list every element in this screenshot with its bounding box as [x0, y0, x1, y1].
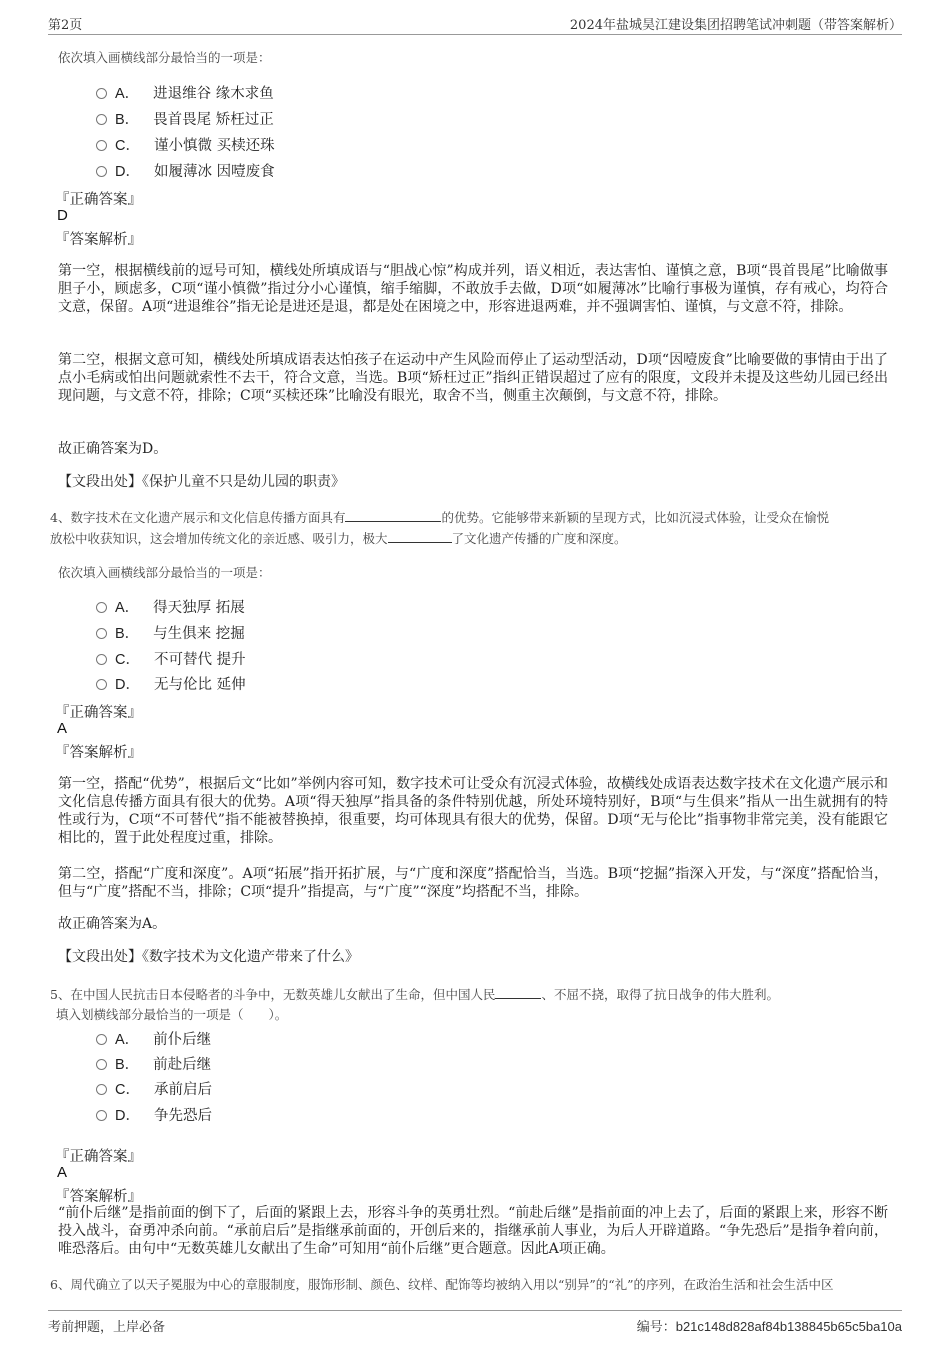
- q4-stem: 4、数字技术在文化遗产展示和文化信息传播方面具有 的优势。它能够带来新颖的呈现方式，比如沉浸式体验，让受众在愉悦 放松中收获知识，这会增加传统文化的亲近感、吸引力，极大 了文化遗产传播的广度和深度。: [50, 510, 829, 546]
- q5-stem: 5、在中国人民抗击日本侵略者的斗争中，无数英雄儿女献出了生命，但中国人民 、不屈不挠，取得了抗日战争的伟大胜利。: [50, 987, 779, 1002]
- q4-analysis-p1: 第一空，搭配“优势”，根据后文“比如”举例内容可知，数字技术可让受众有沉浸式体验，故横线处成语表达数字技术在文化遗产展示和文化信息传播方面具有很大的优势。A项“得天独厚”指具备的条件特别优越，所处环境特别好，B项“与生俱来”指从一出生就拥有的特性或行为，C项“不可替代”指不能被替换掉，很重要，均可体现具有很大的优势，保留。D项“无与伦比”指事物非常完美，没有能跟它相比的，置于此处程度过重，排除。: [58, 776, 888, 846]
- q4-analysis-p2: 第二空，搭配“广度和深度”。A项“拓展”指开拓扩展，与“广度和深度”搭配恰当，当选。B项“挖掘”指深入开发，与“深度”搭配恰当，但与“广度”搭配不当，排除；C项“提升”指提高，与“广度”“深度”均搭配不当，排除。: [58, 866, 888, 900]
- q5-option-c[interactable]: C． 承前启后: [96, 1078, 212, 1099]
- q4-answer-label: 『正确答案』: [55, 705, 142, 721]
- q3-analysis-label: 『答案解析』: [55, 232, 142, 248]
- q5-analysis: “前仆后继”是指前面的倒下了，后面的紧跟上去，形容斗争的英勇壮烈。“前赴后继”是指前面的冲上去了，后面的紧跟上来，形容不断投入战斗，奋勇冲杀向前。“承前启后”是指继承前面的，开创后来的，指继承前人事业，为后人开辟道路。“争先恐后”是指争着向前，唯恐落后。由句中“无数英雄儿女献出了生命”可知用“前仆后继”更合题意。因此A项正确。: [58, 1205, 888, 1257]
- q4-option-b[interactable]: B． 与生俱来 挖掘: [96, 622, 245, 643]
- document-title: 2024年盐城昊江建设集团招聘笔试冲刺题（带答案解析）: [569, 18, 902, 33]
- q4-analysis-label: 『答案解析』: [55, 745, 142, 761]
- q3-source: 【文段出处】《保护儿童不只是幼儿园的职责》: [58, 474, 345, 490]
- radio-icon[interactable]: [96, 166, 107, 177]
- page-header: [48, 12, 902, 35]
- blank-3: [495, 986, 541, 999]
- footer-slogan: 考前押题，上岸必备: [48, 1320, 166, 1335]
- q3-prompt: 依次填入画横线部分最恰当的一项是：: [58, 50, 271, 65]
- radio-icon[interactable]: [96, 602, 107, 613]
- q4-answer: A: [57, 720, 68, 737]
- radio-icon[interactable]: [96, 679, 107, 690]
- q4-prompt: 依次填入画横线部分最恰当的一项是：: [58, 565, 271, 580]
- q3-option-d[interactable]: D． 如履薄冰 因噎废食: [96, 160, 275, 181]
- q3-option-b[interactable]: B． 畏首畏尾 矫枉过正: [96, 108, 274, 129]
- q5-option-d[interactable]: D． 争先恐后: [96, 1104, 212, 1125]
- q5-analysis-label: 『答案解析』: [55, 1189, 142, 1205]
- q4-source: 【文段出处】《数字技术为文化遗产带来了什么》: [58, 949, 359, 965]
- q5-answer-label: 『正确答案』: [55, 1149, 142, 1165]
- page-number: 第2页: [48, 18, 83, 33]
- radio-icon[interactable]: [96, 1034, 107, 1045]
- q3-option-c[interactable]: C． 谨小慎微 买椟还珠: [96, 134, 275, 155]
- q5-prompt: 填入划横线部分最恰当的一项是（ ）。: [56, 1007, 288, 1022]
- radio-icon[interactable]: [96, 1110, 107, 1121]
- q4-analysis-conclusion: 故正确答案为A。: [58, 916, 167, 932]
- blank-2: [388, 530, 452, 543]
- q3-analysis-p1: 第一空，根据横线前的逗号可知，横线处所填成语与“胆战心惊”构成并列，语义相近，表达害怕、谨慎之意，B项“畏首畏尾”比喻做事胆子小，顾虑多，C项“谨小慎微”指过分小心谨慎，缩手缩脚，不敢放手去做，D项“如履薄冰”比喻行事极为谨慎，存有戒心，均符合文意，保留。A项“进退维谷”指无论是进还是退，都是处在困境之中，形容进退两难，并不强调害怕、谨慎，与文意不符，排除。: [58, 263, 888, 315]
- q3-answer: D: [57, 207, 68, 224]
- q4-option-d[interactable]: D． 无与伦比 延伸: [96, 673, 246, 694]
- q5-answer: A: [57, 1164, 68, 1181]
- q4-option-c[interactable]: C． 不可替代 提升: [96, 648, 246, 669]
- radio-icon[interactable]: [96, 114, 107, 125]
- radio-icon[interactable]: [96, 1059, 107, 1070]
- q4-option-a[interactable]: A． 得天独厚 拓展: [96, 596, 245, 617]
- radio-icon[interactable]: [96, 1084, 107, 1095]
- radio-icon[interactable]: [96, 654, 107, 665]
- document-code: 编号：b21c148d828af84b138845b65c5ba10a: [636, 1319, 902, 1335]
- radio-icon[interactable]: [96, 88, 107, 99]
- blank-1: [345, 509, 441, 522]
- q6-stem: 6、周代确立了以天子冕服为中心的章服制度，服饰形制、颜色、纹样、配饰等均被纳入用以“别异”的“礼”的序列，在政治生活和社会生活中区: [50, 1277, 834, 1292]
- q5-option-a[interactable]: A． 前仆后继: [96, 1028, 211, 1049]
- q3-analysis-conclusion: 故正确答案为D。: [58, 441, 168, 457]
- q3-analysis-p2: 第二空，根据文意可知，横线处所填成语表达怕孩子在运动中产生风险而停止了运动型活动，D项“因噎废食”比喻要做的事情由于出了点小毛病或怕出问题就索性不去干，符合文意，当选。B项“矫枉过正”指纠正错误超过了应有的限度，文段并未提及这些幼儿园已经出现问题，与文意不符，排除；C项“买椟还珠”比喻没有眼光，取舍不当，侧重主次颠倒，与文意不符，排除。: [58, 352, 888, 404]
- radio-icon[interactable]: [96, 628, 107, 639]
- q3-answer-label: 『正确答案』: [55, 192, 142, 208]
- page-footer: [48, 1310, 902, 1335]
- q3-option-a[interactable]: A． 进退维谷 缘木求鱼: [96, 82, 274, 103]
- radio-icon[interactable]: [96, 140, 107, 151]
- q5-option-b[interactable]: B． 前赴后继: [96, 1053, 211, 1074]
